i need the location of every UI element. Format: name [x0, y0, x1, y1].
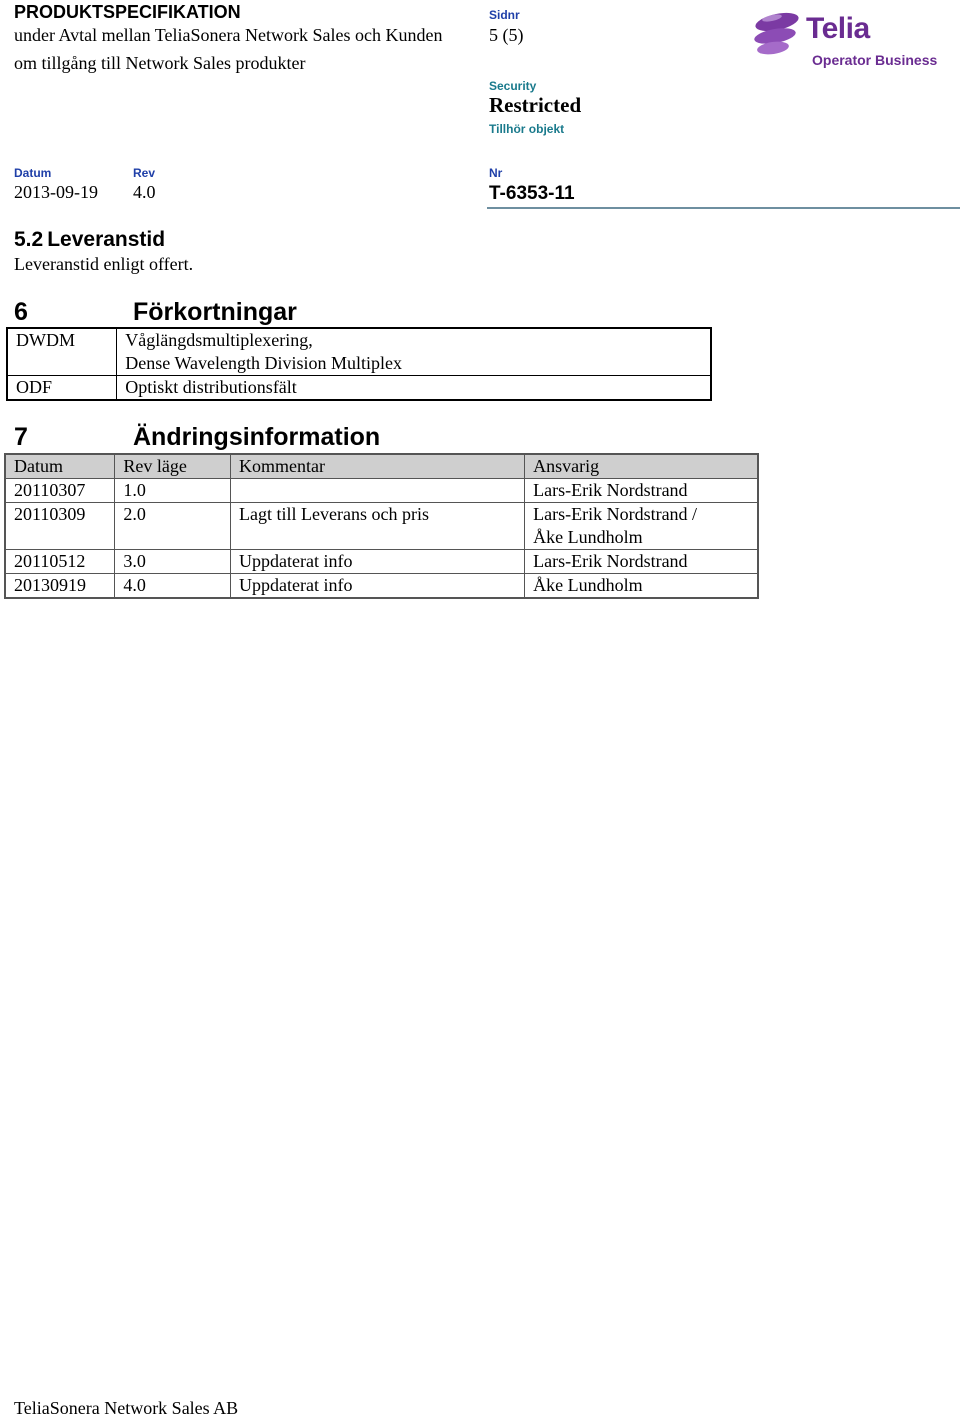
section-7-number: 7 [14, 423, 28, 451]
rev-cell: 2.0 [115, 503, 231, 550]
table-row [5, 503, 758, 550]
telia-logo [752, 6, 947, 68]
desc-cell [117, 328, 711, 376]
table-row [5, 574, 758, 599]
desc-line: Våglängdsmultiplexering, [125, 330, 313, 350]
kommentar-cell: Lagt till Leverans och pris [231, 503, 525, 550]
doc-type-title: PRODUKTSPECIFIKATION [14, 2, 241, 22]
ansvarig-line: Lars-Erik Nordstrand / [533, 504, 698, 524]
section-6-number: 6 [14, 298, 28, 326]
table-row [5, 550, 758, 574]
column-header: Ansvarig [525, 454, 758, 479]
rev-cell: 3.0 [115, 550, 231, 574]
ansvarig-cell: Lars-Erik Nordstrand [525, 550, 758, 574]
rev-value: 4.0 [133, 182, 156, 202]
abbr-cell: ODF [7, 376, 117, 401]
doc-subtitle-line2: om tillgång till Network Sales produkter [14, 53, 306, 73]
change-info-table [4, 453, 759, 599]
desc-line: Optiskt distributionsfält [125, 377, 297, 397]
section-6-title: Förkortningar [133, 298, 297, 326]
ansvarig-line: Åke Lundholm [533, 527, 643, 547]
column-header: Kommentar [231, 454, 525, 479]
abbreviations-table [6, 327, 712, 401]
doc-subtitle-line1: under Avtal mellan TeliaSonera Network Sales och Kunden [14, 25, 443, 45]
logo-wordmark: Telia [806, 12, 870, 45]
datum-cell: 20110512 [5, 550, 115, 574]
section-5-2-heading [14, 228, 165, 252]
ansvarig-cell [525, 503, 758, 550]
table-row [5, 479, 758, 503]
rev-cell: 4.0 [115, 574, 231, 599]
table-row [7, 376, 711, 401]
desc-cell [117, 376, 711, 401]
ansvarig-cell: Lars-Erik Nordstrand [525, 479, 758, 503]
ansvarig-cell: Åke Lundholm [525, 574, 758, 599]
telia-pebble-logo-icon [752, 8, 802, 58]
column-header: Datum [5, 454, 115, 479]
datum-cell: 20110309 [5, 503, 115, 550]
datum-label: Datum [14, 166, 52, 180]
kommentar-cell: Uppdaterat info [231, 550, 525, 574]
rev-cell: 1.0 [115, 479, 231, 503]
section-7-title: Ändringsinformation [133, 423, 381, 451]
table-header-row [5, 454, 758, 479]
kommentar-cell: Uppdaterat info [231, 574, 525, 599]
tillhor-objekt-label: Tillhör objekt [489, 122, 565, 136]
security-label: Security [489, 79, 537, 93]
abbr-cell: DWDM [7, 328, 117, 376]
datum-cell: 20130919 [5, 574, 115, 599]
logo-subtitle: Operator Business [812, 52, 938, 68]
security-value: Restricted [489, 93, 582, 117]
datum-cell: 20110307 [5, 479, 115, 503]
datum-value: 2013-09-19 [14, 182, 98, 202]
section-title: Leveranstid [47, 228, 166, 251]
nr-value: T-6353-11 [489, 183, 575, 204]
column-header: Rev läge [115, 454, 231, 479]
sidnr-value: 5 (5) [489, 25, 524, 45]
header-divider [487, 207, 960, 209]
nr-label: Nr [489, 166, 503, 180]
desc-line: Dense Wavelength Division Multiplex [125, 353, 402, 373]
table-row [7, 328, 711, 376]
section-number: 5.2 [14, 228, 44, 251]
sidnr-label: Sidnr [489, 8, 520, 22]
section-5-2-body: Leveranstid enligt offert. [14, 254, 194, 274]
footer-company: TeliaSonera Network Sales AB [14, 1398, 239, 1418]
rev-label: Rev [133, 166, 156, 180]
kommentar-cell [231, 479, 525, 503]
